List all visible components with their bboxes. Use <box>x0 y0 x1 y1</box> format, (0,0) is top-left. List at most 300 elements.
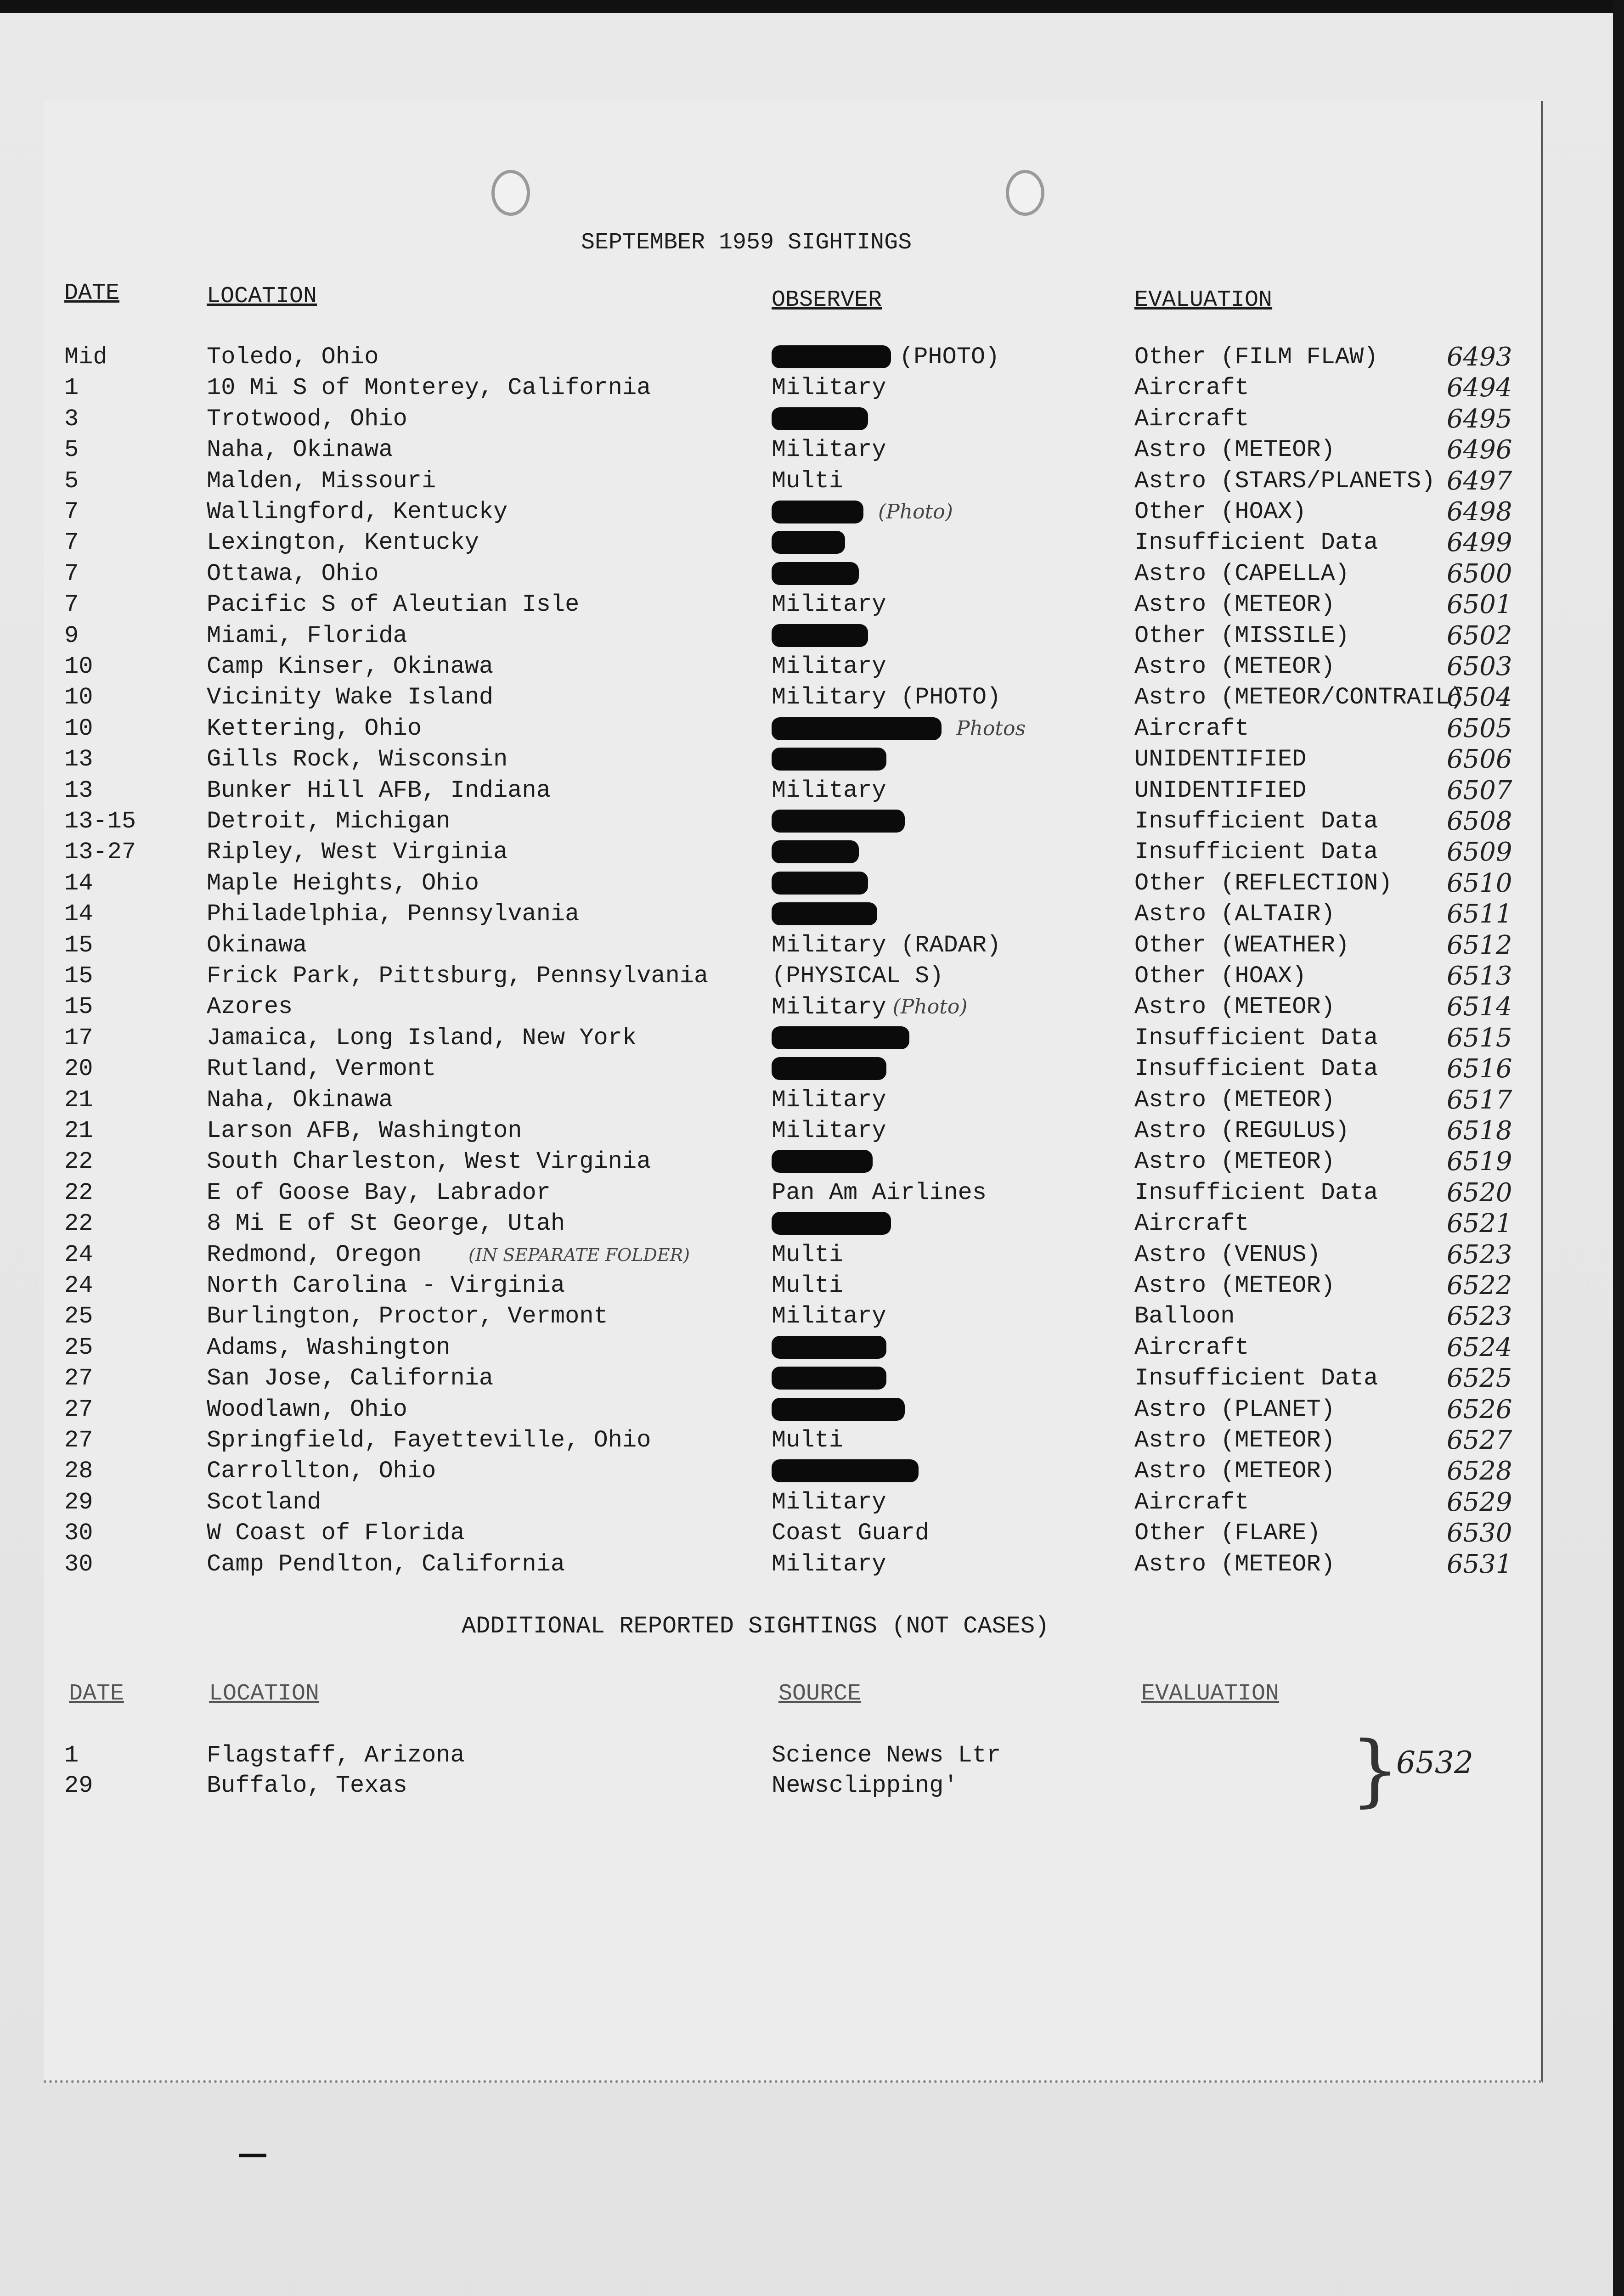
handwritten-case-number: 6524 <box>1447 1333 1512 1362</box>
handwritten-case-number: 6494 <box>1447 373 1512 403</box>
handwritten-case-number: 6514 <box>1447 992 1512 1022</box>
handwritten-case-number: 6528 <box>1447 1456 1512 1486</box>
cell-date: 20 <box>64 1055 93 1082</box>
cell-observer <box>772 1240 843 1270</box>
cell-evaluation: Astro (PLANET) <box>1134 1396 1335 1423</box>
cell-evaluation: Other (HOAX) <box>1134 962 1307 990</box>
cell-location: Frick Park, Pittsburg, Pennsylvania <box>207 962 709 990</box>
cell-evaluation: Insufficient Data <box>1134 838 1378 866</box>
cell-date: 14 <box>64 900 93 928</box>
cell-date: 1 <box>64 1742 79 1769</box>
cell-location: Flagstaff, Arizona <box>207 1742 465 1769</box>
cell-observer <box>772 714 1026 744</box>
table-row <box>0 1178 1562 1208</box>
table-row <box>0 1240 1562 1270</box>
cell-evaluation: Astro (METEOR) <box>1134 1086 1335 1114</box>
table-row <box>0 342 1562 372</box>
cell-evaluation: Astro (METEOR) <box>1134 993 1335 1020</box>
cell-observer <box>772 1023 918 1053</box>
punch-hole-right <box>1006 170 1044 216</box>
handwritten-case-number: 6495 <box>1447 404 1512 434</box>
redaction-bar <box>772 872 868 895</box>
cell-location: Naha, Okinawa <box>207 1086 393 1114</box>
observer-text: Military <box>772 1489 886 1516</box>
cell-date: 22 <box>64 1179 93 1206</box>
redaction-bar <box>772 1150 873 1173</box>
header-location: LOCATION <box>207 283 317 310</box>
cell-date: 13-15 <box>64 808 136 835</box>
cell-location: North Carolina - Virginia <box>207 1272 565 1299</box>
handwritten-case-number: 6530 <box>1447 1518 1512 1548</box>
observer-text: Multi <box>772 467 844 495</box>
observer-text: Pan Am Airlines <box>772 1179 987 1206</box>
handwritten-case-number: 6498 <box>1447 497 1512 527</box>
cell-date: 10 <box>64 715 93 742</box>
table-row <box>0 1518 1562 1548</box>
cell-location: Camp Pendlton, California <box>207 1551 565 1578</box>
cell-evaluation: Insufficient Data <box>1134 1055 1378 1082</box>
cell-date: 27 <box>64 1427 93 1454</box>
cell-date: 21 <box>64 1117 93 1144</box>
cell-date: 28 <box>64 1458 93 1485</box>
cell-evaluation: Astro (METEOR) <box>1134 1427 1335 1454</box>
cell-location: South Charleston, West Virginia <box>207 1148 651 1175</box>
cell-location: San Jose, California <box>207 1365 494 1392</box>
cell-location: Gills Rock, Wisconsin <box>207 746 508 773</box>
redaction-bar <box>772 810 905 833</box>
cell-date: 13-27 <box>64 838 136 866</box>
observer-text: Military <box>772 1551 886 1578</box>
cell-date: 24 <box>64 1272 93 1299</box>
table-row <box>0 1209 1562 1239</box>
handwritten-case-number: 6496 <box>1447 435 1512 465</box>
cell-observer <box>772 744 895 775</box>
handwritten-case-number: 6532 <box>1396 1745 1473 1780</box>
observer-text: Military <box>772 1303 886 1330</box>
cell-observer <box>772 342 999 372</box>
handwritten-note: (Photo) <box>892 995 968 1019</box>
cell-date: 15 <box>64 993 93 1020</box>
observer-text: Military <box>772 777 886 804</box>
handwritten-case-number: 6507 <box>1447 776 1512 805</box>
cell-source: Science News Ltr <box>772 1742 1001 1769</box>
cell-evaluation: Aircraft <box>1134 1489 1249 1516</box>
cell-location: Miami, Florida <box>207 622 407 649</box>
cell-observer <box>772 528 853 558</box>
observer-text: Military <box>772 591 886 618</box>
cell-evaluation: Insufficient Data <box>1134 1365 1378 1392</box>
table-row <box>0 1085 1562 1115</box>
redaction-bar <box>772 501 863 523</box>
header-evaluation: EVALUATION <box>1134 287 1273 313</box>
cell-date: 7 <box>64 529 79 556</box>
table-row <box>0 404 1562 434</box>
cell-location: Larson AFB, Washington <box>207 1117 522 1144</box>
cell-evaluation: Aircraft <box>1134 715 1249 742</box>
table-row <box>0 497 1562 527</box>
cell-date: 3 <box>64 405 79 433</box>
cell-date: 5 <box>64 467 79 495</box>
cell-location: Burlington, Proctor, Vermont <box>207 1303 608 1330</box>
cell-location: Lexington, Kentucky <box>207 529 479 556</box>
cell-observer <box>772 373 886 403</box>
cell-location: Vicinity Wake Island <box>207 684 494 711</box>
cell-evaluation: Aircraft <box>1134 1210 1249 1237</box>
cell-observer <box>772 961 943 991</box>
observer-text: (PHOTO) <box>899 343 1000 371</box>
handwritten-case-number: 6516 <box>1447 1054 1512 1084</box>
redaction-bar <box>772 1367 886 1390</box>
cell-evaluation: Balloon <box>1134 1303 1235 1330</box>
table-row <box>0 528 1562 558</box>
handwritten-case-number: 6493 <box>1447 342 1512 372</box>
cell-observer <box>772 1054 895 1084</box>
cell-evaluation: Astro (METEOR) <box>1134 1551 1335 1578</box>
cell-observer <box>772 992 968 1023</box>
cell-evaluation: Other (MISSILE) <box>1134 622 1350 649</box>
table-row <box>0 590 1562 620</box>
handwritten-case-number: 6518 <box>1447 1116 1512 1146</box>
cell-evaluation: Other (FILM FLAW) <box>1134 343 1378 371</box>
handwritten-case-number: 6519 <box>1447 1147 1512 1176</box>
table-row <box>0 652 1562 682</box>
cell-location: Kettering, Ohio <box>207 715 422 742</box>
handwritten-case-number: 6515 <box>1447 1023 1512 1053</box>
cell-location: Naha, Okinawa <box>207 436 393 463</box>
cell-observer <box>772 590 886 620</box>
redaction-bar <box>772 748 886 771</box>
cell-location: Trotwood, Ohio <box>207 405 407 433</box>
table-row <box>0 992 1562 1022</box>
header-observer: OBSERVER <box>772 287 882 313</box>
header-date: DATE <box>64 280 120 306</box>
cell-date: 27 <box>64 1396 93 1423</box>
table-row <box>0 1054 1562 1084</box>
additional-row <box>0 1740 1562 1771</box>
table-row <box>0 1147 1562 1177</box>
table-row <box>0 714 1562 744</box>
cell-observer <box>772 559 867 589</box>
cell-date: 15 <box>64 932 93 959</box>
observer-text: (PHYSICAL S) <box>772 962 944 990</box>
cell-location: Buffalo, Texas <box>207 1772 407 1799</box>
observer-text: Military <box>772 1117 886 1144</box>
cell-observer <box>772 1549 886 1580</box>
cell-location: Rutland, Vermont <box>207 1055 436 1082</box>
redaction-bar <box>772 1026 909 1049</box>
cell-observer <box>772 404 876 434</box>
cell-evaluation: Astro (STARS/PLANETS) <box>1134 467 1436 495</box>
handwritten-case-number: 6499 <box>1447 528 1512 557</box>
cell-observer <box>772 1271 843 1301</box>
cell-evaluation: UNIDENTIFIED <box>1134 777 1307 804</box>
handwritten-case-number: 6503 <box>1447 652 1512 681</box>
cell-location: Pacific S of Aleutian Isle <box>207 591 580 618</box>
redaction-bar <box>772 624 868 647</box>
redaction-bar <box>772 840 859 863</box>
handwritten-case-number: 6517 <box>1447 1085 1512 1115</box>
cell-date: 29 <box>64 1489 93 1516</box>
cell-observer <box>772 682 1001 713</box>
cell-date: 17 <box>64 1024 93 1052</box>
additional-title: ADDITIONAL REPORTED SIGHTINGS (NOT CASES) <box>462 1613 1049 1640</box>
cell-observer <box>772 1363 895 1394</box>
handwritten-brace: } <box>1350 1725 1400 1816</box>
handwritten-case-number: 6529 <box>1447 1487 1512 1517</box>
cell-date: 25 <box>64 1334 93 1361</box>
redaction-bar <box>772 562 859 585</box>
table-row <box>0 1456 1562 1486</box>
cell-evaluation: UNIDENTIFIED <box>1134 746 1307 773</box>
cell-date: 14 <box>64 870 93 897</box>
cell-location: Philadelphia, Pennsylvania <box>207 900 580 928</box>
table-row <box>0 1271 1562 1301</box>
cell-location: Camp Kinser, Okinawa <box>207 653 494 680</box>
cell-observer <box>772 1085 886 1115</box>
handwritten-case-number: 6506 <box>1447 744 1512 774</box>
cell-evaluation: Other (FLARE) <box>1134 1519 1321 1547</box>
cell-observer <box>772 868 876 899</box>
handwritten-case-number: 6511 <box>1447 899 1512 929</box>
handwritten-case-number: 6504 <box>1447 682 1512 712</box>
cell-observer <box>772 1147 881 1177</box>
cell-evaluation: Astro (METEOR) <box>1134 1272 1335 1299</box>
cell-location: Maple Heights, Ohio <box>207 870 479 897</box>
cell-observer <box>772 652 886 682</box>
cell-date: Mid <box>64 343 107 371</box>
cell-observer <box>772 466 843 496</box>
cell-observer <box>772 1333 895 1363</box>
cell-location: Azores <box>207 993 293 1020</box>
cell-evaluation: Other (WEATHER) <box>1134 932 1350 959</box>
table-row <box>0 466 1562 496</box>
cell-observer <box>772 776 886 806</box>
cell-observer <box>772 621 876 651</box>
observer-text: Military (PHOTO) <box>772 684 1001 711</box>
cell-observer <box>772 1395 913 1425</box>
cell-location: Ripley, West Virginia <box>207 838 508 866</box>
cell-location: Malden, Missouri <box>207 467 436 495</box>
cell-location: Okinawa <box>207 932 307 959</box>
cell-location: Jamaica, Long Island, New York <box>207 1024 637 1052</box>
table-row <box>0 744 1562 775</box>
observer-text: Multi <box>772 1427 844 1454</box>
cell-date: 30 <box>64 1551 93 1578</box>
cell-date: 7 <box>64 498 79 525</box>
cell-evaluation: Astro (CAPELLA) <box>1134 560 1350 587</box>
scan-top-edge <box>0 0 1624 13</box>
cell-date: 13 <box>64 777 93 804</box>
cell-evaluation: Astro (ALTAIR) <box>1134 900 1335 928</box>
cell-date: 15 <box>64 962 93 990</box>
cell-date: 21 <box>64 1086 93 1114</box>
redaction-bar <box>772 1057 886 1080</box>
redaction-bar <box>772 531 845 554</box>
cell-location: 8 Mi E of St George, Utah <box>207 1210 565 1237</box>
handwritten-case-number: 6508 <box>1447 806 1512 836</box>
table-row <box>0 776 1562 806</box>
additional-header-date: DATE <box>69 1681 124 1707</box>
cell-location: Toledo, Ohio <box>207 343 379 371</box>
cell-date: 7 <box>64 591 79 618</box>
redaction-bar <box>772 1336 886 1359</box>
redaction-bar <box>772 1398 905 1421</box>
cell-date: 5 <box>64 436 79 463</box>
cell-location: Carrollton, Ohio <box>207 1458 436 1485</box>
observer-text: Multi <box>772 1241 844 1268</box>
table-row <box>0 1363 1562 1394</box>
table-row <box>0 621 1562 651</box>
additional-header-source: SOURCE <box>778 1681 862 1707</box>
handwritten-note: Photos <box>956 717 1026 740</box>
cell-observer <box>772 1518 929 1548</box>
handwritten-case-number: 6512 <box>1447 930 1512 960</box>
table-row <box>0 1487 1562 1518</box>
punch-hole-left <box>491 170 530 216</box>
cell-date: 25 <box>64 1303 93 1330</box>
cell-observer <box>772 1456 927 1486</box>
observer-text: Military (RADAR) <box>772 932 1001 959</box>
cell-observer <box>772 1425 843 1456</box>
cell-evaluation: Insufficient Data <box>1134 1024 1378 1052</box>
table-row <box>0 837 1562 867</box>
observer-text: Military <box>772 653 886 680</box>
cell-evaluation: Astro (METEOR/CONTRAIL) <box>1134 684 1464 711</box>
cell-observer <box>772 930 1001 961</box>
cell-evaluation: Insufficient Data <box>1134 808 1378 835</box>
table-row <box>0 559 1562 589</box>
handwritten-case-number: 6527 <box>1447 1425 1512 1455</box>
observer-text: Military <box>772 1086 886 1114</box>
handwritten-case-number: 6526 <box>1447 1395 1512 1424</box>
cell-evaluation: Aircraft <box>1134 405 1249 433</box>
redaction-bar <box>772 407 868 430</box>
table-row <box>0 1395 1562 1425</box>
cell-location: Detroit, Michigan <box>207 808 451 835</box>
cell-location: E of Goose Bay, Labrador <box>207 1179 551 1206</box>
cell-location: W Coast of Florida <box>207 1519 465 1547</box>
redaction-bar <box>772 1459 919 1482</box>
cell-evaluation: Aircraft <box>1134 374 1249 401</box>
cell-observer <box>772 837 867 867</box>
cell-evaluation: Astro (METEOR) <box>1134 591 1335 618</box>
cell-date: 1 <box>64 374 79 401</box>
observer-text: Military <box>772 374 886 401</box>
handwritten-case-number: 6521 <box>1447 1209 1512 1238</box>
cell-evaluation: Other (HOAX) <box>1134 498 1307 525</box>
cell-date: 22 <box>64 1148 93 1175</box>
cell-location: Woodlawn, Ohio <box>207 1396 407 1423</box>
cell-location: Adams, Washington <box>207 1334 451 1361</box>
handwritten-case-number: 6522 <box>1447 1271 1512 1300</box>
table-row <box>0 1301 1562 1332</box>
cell-observer <box>772 1487 886 1518</box>
cell-location: Wallingford, Kentucky <box>207 498 508 525</box>
cell-observer <box>772 1178 987 1208</box>
cell-evaluation: Insufficient Data <box>1134 529 1378 556</box>
cell-observer <box>772 435 886 465</box>
additional-header-evaluation: EVALUATION <box>1141 1681 1280 1707</box>
handwritten-case-number: 6520 <box>1447 1178 1512 1208</box>
table-row <box>0 1549 1562 1580</box>
cell-date: 10 <box>64 684 93 711</box>
cell-source: Newsclipping' <box>772 1772 958 1799</box>
cell-evaluation: Astro (METEOR) <box>1134 1148 1335 1175</box>
cell-observer <box>772 806 913 837</box>
handwritten-note: (IN SEPARATE FOLDER) <box>468 1245 690 1265</box>
cell-location: 10 Mi S of Monterey, California <box>207 374 651 401</box>
redaction-bar <box>772 902 877 925</box>
table-row <box>0 435 1562 465</box>
table-row <box>0 930 1562 961</box>
handwritten-case-number: 6523 <box>1447 1301 1512 1331</box>
scan-mark <box>239 2154 266 2157</box>
observer-text: Military <box>772 994 886 1021</box>
cell-observer <box>772 1209 899 1239</box>
table-row <box>0 373 1562 403</box>
cell-evaluation: Astro (REGULUS) <box>1134 1117 1350 1144</box>
cell-date: 9 <box>64 622 79 649</box>
cell-location: Bunker Hill AFB, Indiana <box>207 777 551 804</box>
handwritten-case-number: 6523 <box>1447 1240 1512 1270</box>
cell-evaluation: Astro (VENUS) <box>1134 1241 1321 1268</box>
table-row <box>0 1333 1562 1363</box>
cell-location: Scotland <box>207 1489 321 1516</box>
cell-observer <box>772 1116 886 1146</box>
cell-date: 24 <box>64 1241 93 1268</box>
handwritten-case-number: 6500 <box>1447 559 1512 589</box>
cell-evaluation: Other (REFLECTION) <box>1134 870 1393 897</box>
additional-row <box>0 1771 1562 1801</box>
cell-date: 13 <box>64 746 93 773</box>
cell-date: 30 <box>64 1519 93 1547</box>
cell-observer <box>772 899 885 929</box>
table-row <box>0 806 1562 837</box>
observer-text: Multi <box>772 1272 844 1299</box>
cell-location: Springfield, Fayetteville, Ohio <box>207 1427 651 1454</box>
handwritten-case-number: 6509 <box>1447 837 1512 867</box>
handwritten-note: (Photo) <box>878 500 953 523</box>
redaction-bar <box>772 1212 891 1235</box>
handwritten-case-number: 6497 <box>1447 466 1512 496</box>
cell-observer <box>772 1301 886 1332</box>
cell-evaluation: Astro (METEOR) <box>1134 436 1335 463</box>
table-row <box>0 961 1562 991</box>
page-title: SEPTEMBER 1959 SIGHTINGS <box>581 230 912 256</box>
handwritten-case-number: 6513 <box>1447 961 1512 991</box>
cell-date: 10 <box>64 653 93 680</box>
table-row <box>0 1023 1562 1053</box>
cell-location: Ottawa, Ohio <box>207 560 379 587</box>
cell-location: Redmond, Oregon <box>207 1241 422 1268</box>
scan-right-edge <box>1613 0 1624 2296</box>
handwritten-case-number: 6525 <box>1447 1363 1512 1393</box>
table-row <box>0 868 1562 899</box>
observer-text: Coast Guard <box>772 1519 930 1547</box>
cell-evaluation: Aircraft <box>1134 1334 1249 1361</box>
redaction-bar <box>772 717 942 740</box>
cell-date: 29 <box>64 1772 93 1799</box>
cell-date: 27 <box>64 1365 93 1392</box>
cell-evaluation: Astro (METEOR) <box>1134 653 1335 680</box>
handwritten-case-number: 6502 <box>1447 621 1512 651</box>
table-row <box>0 899 1562 929</box>
cell-evaluation: Astro (METEOR) <box>1134 1458 1335 1485</box>
redaction-bar <box>772 345 891 368</box>
cell-observer <box>772 497 953 528</box>
table-row <box>0 1425 1562 1456</box>
handwritten-case-number: 6510 <box>1447 868 1512 898</box>
